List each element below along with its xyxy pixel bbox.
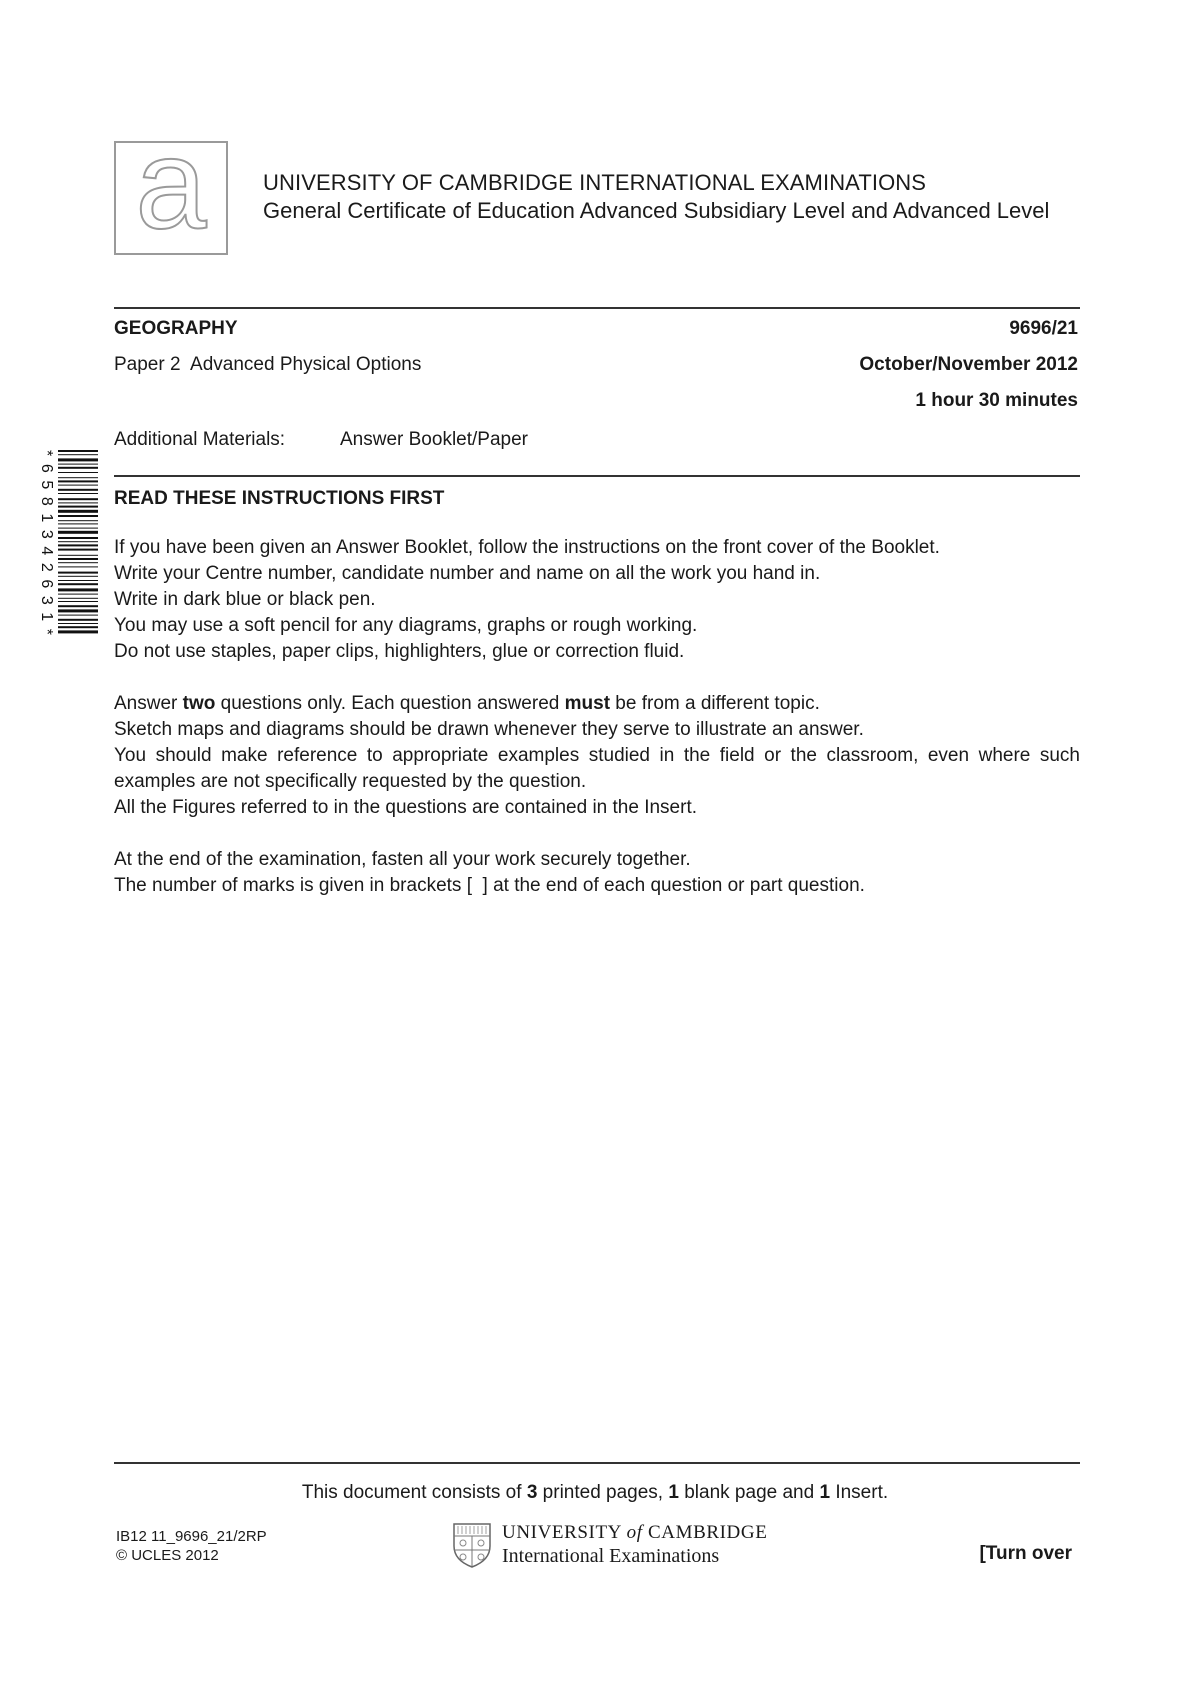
- turn-over-label: [Turn over: [979, 1543, 1072, 1564]
- instructions-block-1: [114, 535, 1080, 665]
- barcode-bar: [58, 498, 98, 500]
- cambridge-wordmark-line1: UNIVERSITY of CAMBRIDGE: [502, 1522, 768, 1543]
- instruction-line: Sketch maps and diagrams should be drawn whenever they serve to illustrate an answer.: [114, 719, 864, 740]
- barcode-bar: [58, 619, 98, 621]
- candidate-barcode: [34, 448, 100, 674]
- barcode-bar: [58, 510, 98, 513]
- barcode-bar: [58, 493, 98, 494]
- paper-name: Paper 2 Advanced Physical Options: [114, 354, 422, 375]
- barcode-bar: [58, 580, 98, 581]
- page-count-note: This document consists of 3 printed pages, 1 blank page and 1 Insert.: [301, 1482, 889, 1503]
- barcode-bar: [58, 588, 98, 591]
- document-reference: [116, 1527, 267, 1565]
- barcode-bar: [58, 467, 98, 469]
- footer-divider: [114, 1462, 1080, 1464]
- emphasis-two: two: [182, 693, 216, 714]
- barcode-bar: [58, 576, 98, 577]
- barcode-bar: [58, 555, 98, 556]
- instruction-line: You may use a soft pencil for any diagrams, graphs or rough working.: [114, 615, 698, 636]
- reference-code: IB12 11_9696_21/2RP: [116, 1528, 267, 1545]
- barcode-bar: [58, 572, 98, 574]
- barcode-bar: [58, 480, 98, 482]
- cambridge-crest-icon: [452, 1522, 492, 1573]
- instruction-line: If you have been given an Answer Booklet, follow the instructions on the front cover of the Booklet.: [114, 537, 940, 558]
- barcode-bar: [58, 472, 98, 473]
- barcode-bar: [58, 458, 98, 461]
- instruction-line: Write in dark blue or black pen.: [114, 589, 376, 610]
- subject-title: GEOGRAPHY: [114, 318, 238, 339]
- barcode-bar: [58, 630, 98, 633]
- materials-value: Answer Booklet/Paper: [340, 429, 528, 450]
- barcode-bar: [58, 528, 98, 529]
- barcode-bar: [58, 506, 98, 508]
- barcode-bar: [58, 601, 98, 602]
- barcode-bar: [58, 626, 98, 628]
- barcode-bar: [58, 489, 98, 491]
- barcode-bar: [58, 566, 98, 567]
- instructions-divider: [114, 475, 1080, 477]
- paper-code: 9696/21: [1009, 318, 1078, 339]
- instruction-line: All the Figures referred to in the questions are contained in the Insert.: [114, 797, 697, 818]
- barcode-bar: [58, 464, 98, 465]
- exam-session: October/November 2012: [859, 354, 1078, 375]
- university-name: UNIVERSITY OF CAMBRIDGE INTERNATIONAL EXAMINATIONS: [263, 170, 927, 195]
- barcode-bar: [58, 485, 98, 486]
- barcode-bar: [58, 477, 98, 478]
- barcode-bar: [58, 544, 98, 546]
- barcode-bar: [58, 541, 98, 542]
- barcode-bar: [58, 549, 98, 551]
- barcode-bar: [58, 598, 98, 599]
- barcode-bar: [58, 502, 98, 503]
- barcode-bar: [58, 515, 98, 517]
- barcode-bar: [58, 450, 98, 452]
- instruction-line: The number of marks is given in brackets [ ] at the end of each question or part question.: [114, 875, 865, 896]
- certificate-title: General Certificate of Education Advanced Subsidiary Level and Advanced Level: [263, 198, 1050, 223]
- materials-label: Additional Materials:: [114, 429, 286, 450]
- instruction-line: Write your Centre number, candidate number and name on all the work you hand in.: [114, 563, 821, 584]
- barcode-icon: [34, 448, 100, 674]
- barcode-bar: [58, 615, 98, 616]
- emphasis-must: must: [564, 693, 611, 714]
- top-divider: [114, 307, 1080, 309]
- instruction-line: At the end of the examination, fasten all your work securely together.: [114, 849, 691, 870]
- logo-glyph: a: [135, 113, 207, 256]
- cambridge-wordmark-line2: International Examinations: [502, 1545, 720, 1567]
- instruction-line: You should make reference to appropriate examples studied in the field or the classroom, even where such examples are not specifically requested by the question.: [114, 745, 1080, 792]
- exam-duration: 1 hour 30 minutes: [915, 390, 1078, 411]
- cie-logo: [114, 113, 228, 256]
- barcode-bar: [58, 623, 98, 624]
- barcode-bar: [58, 523, 98, 524]
- instructions-block-3: [114, 847, 1080, 899]
- instruction-line: Answer two questions only. Each question answered must be from a different topic.: [114, 693, 820, 714]
- barcode-bar: [58, 558, 98, 560]
- barcode-bar: [58, 454, 98, 455]
- barcode-bar: [58, 605, 98, 607]
- barcode-bar: [58, 562, 98, 563]
- barcode-bar: [58, 531, 98, 534]
- instruction-line: Do not use staples, paper clips, highlighters, glue or correction fluid.: [114, 641, 685, 662]
- barcode-bar: [58, 537, 98, 539]
- barcode-bar: [58, 583, 98, 585]
- barcode-bar: [58, 609, 98, 612]
- instructions-block-2: [114, 691, 1080, 821]
- copyright-text: © UCLES 2012: [116, 1547, 219, 1564]
- instructions-heading: READ THESE INSTRUCTIONS FIRST: [114, 488, 445, 509]
- barcode-bar: [58, 594, 98, 595]
- barcode-number: *6581342631*: [38, 450, 55, 643]
- barcode-bar: [58, 520, 98, 521]
